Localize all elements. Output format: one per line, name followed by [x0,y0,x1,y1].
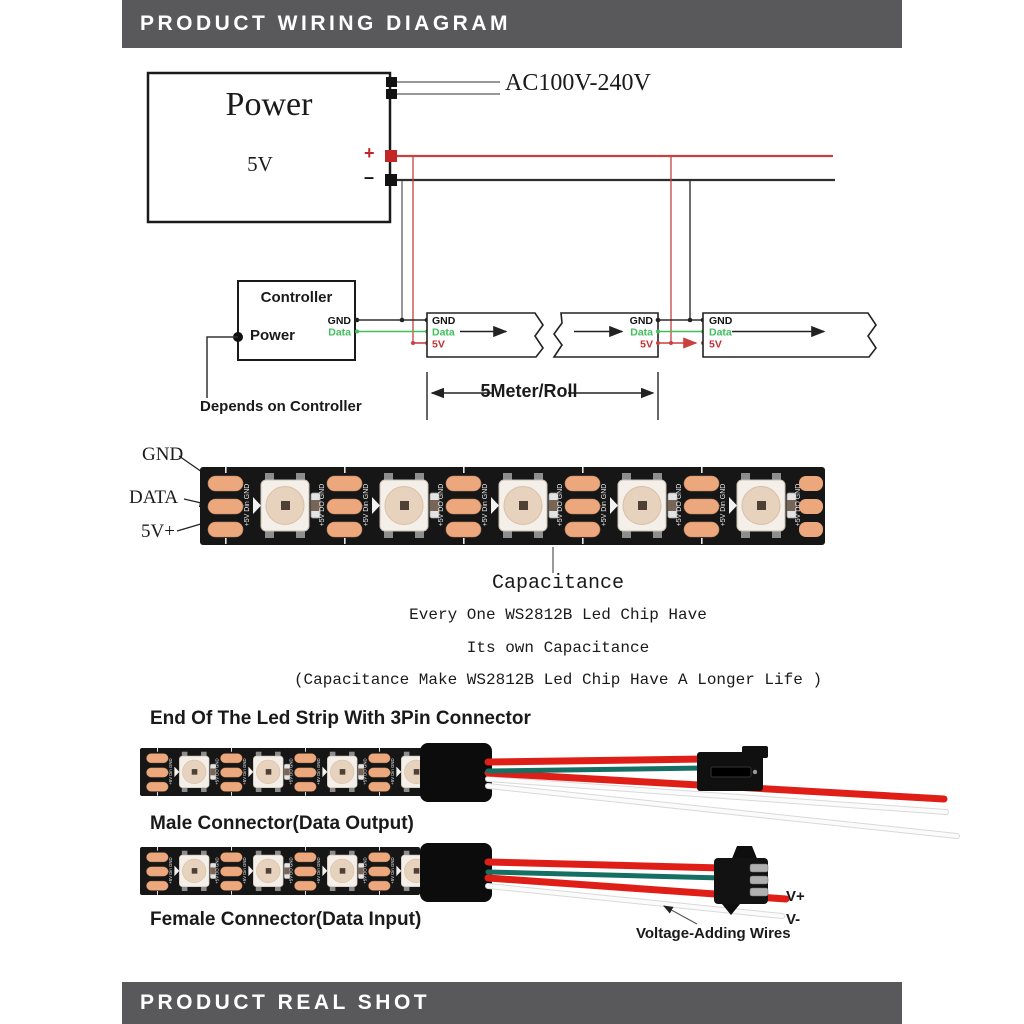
controller-data-label: Data [328,326,351,339]
depends-note: Depends on Controller [200,398,362,415]
strip-gnd-label: GND [142,444,184,465]
segment-data-label: Data [630,326,653,339]
capacitance-line1: Every One WS2812B Led Chip Have [409,606,707,624]
male-connector-caption: Male Connector(Data Output) [150,813,414,834]
plus-sign: + [364,143,375,163]
strip-data-label: DATA [129,487,179,508]
controller-gnd-label: GND [327,315,351,327]
segment-gnd-label: GND [709,315,733,327]
heat-shrink [420,843,492,902]
segment-gnd-label: GND [432,315,456,327]
segment-5v-label: 5V [640,338,653,351]
minus-terminal [385,174,397,186]
red-wire [488,759,704,762]
controller-title: Controller [260,289,333,306]
wiring-schematic [148,73,876,420]
minus-sign: – [364,167,375,187]
capacitance-title: Capacitance [491,572,625,595]
red-wire [488,862,722,868]
segment-5v-label: 5V [709,338,722,351]
capacitance-line3: (Capacitance Make WS2812B Led Chip Have A Longer Life ) [293,671,823,689]
data-wire [488,768,704,771]
heat-shrink [420,743,492,802]
dimension-label: 5Meter/Roll [480,381,578,401]
strip-5v-label: 5V+ [141,521,175,542]
controller-power-label: Power [250,327,296,344]
power-box-voltage: 5V [247,152,273,176]
segment-5v-label: 5V [432,338,445,351]
page-title: PRODUCT WIRING DIAGRAM [140,12,511,35]
segment-data-label: Data [709,326,732,339]
ac-input-label: AC100V-240V [505,70,651,96]
capacitance-line2: Its own Capacitance [466,639,650,657]
footer-bar [122,982,902,1024]
plus-terminal [385,150,397,162]
voltage-adding-note: Voltage-Adding Wires [636,925,791,942]
power-box-title: Power [225,86,313,123]
footer-title: PRODUCT REAL SHOT [140,991,431,1014]
segment-data-label: Data [432,326,455,339]
segment-gnd-label: GND [629,315,653,327]
led-strip-photo [177,456,825,573]
female-connector-caption: Female Connector(Data Input) [150,909,422,930]
diagram-canvas: +5V Din GND C1 +5V DO GND GND Data GND Data 5V GND Data 5V GND Data 5V [0,0,1024,1024]
connector-section-title: End Of The Led Strip With 3Pin Connector [150,708,531,729]
v-plus-label: V+ [786,888,805,905]
v-minus-label: V- [786,911,801,928]
